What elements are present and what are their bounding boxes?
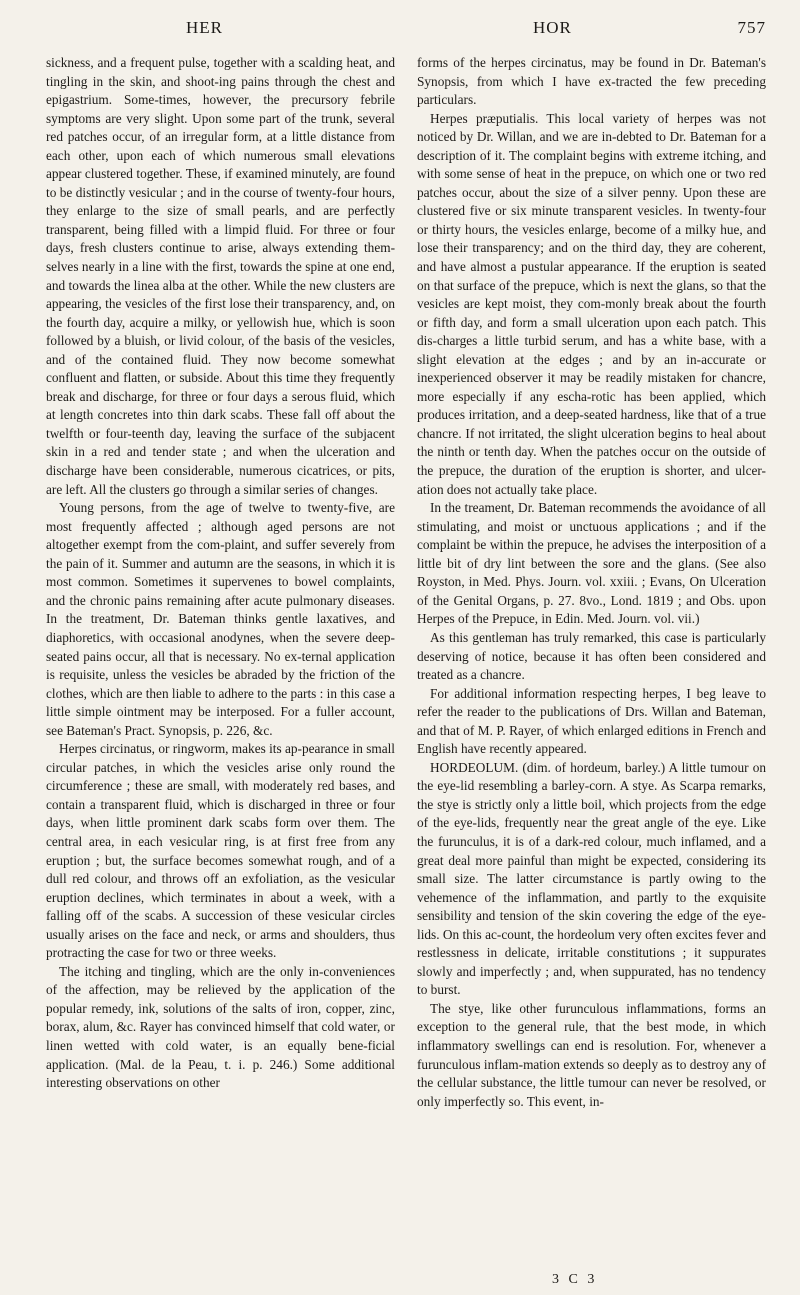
left-column: [46, 54, 395, 1093]
paragraph: The stye, like other furunculous inflammations, forms an exception to the general rule, that the best mode, in which inflammatory swellings can end is resolution. For, whenever a furunculous inflam-mation extends so deeply as to destroy any of the cellular substance, the little tumour can never be resolved, or only imperfectly so. This event, in-: [417, 1000, 766, 1109]
paragraph: HORDEOLUM. (dim. of hordeum, barley.) A little tumour on the eye-lid resembling a barley-corn. A stye. As Scarpa remarks, the stye is strictly only a little boil, which projects from the edge of the eye-lids, frequently near the great angle of the eye. Like the furunculus, it is of a dark-red colour, much inflamed, and a great deal more painful than might be expected, considering its small size. The latter circumstance is partly owing to the vehemence of the inflammation, and partly to the exquisite sensibility and tension of the skin covering the edge of the eye-lids. On this ac-count, the hordeolum very often excites fever and restlessness in delicate, irritable constitutions ; it suppurates slowly and imperfectly ; and, when suppurated, has no tendency to burst.: [417, 759, 766, 998]
header-right-word: HOR: [533, 18, 572, 37]
right-column: [417, 54, 766, 1111]
paragraph: The itching and tingling, which are the only in-conveniences of the affection, may be relieved by the application of the popular remedy, ink, solutions of the salts of iron, copper, zinc, borax, alum, &c. Rayer has convinced himself that cold water, or linen wetted with cold water, is an equally bene-ficial application. (Mal. de la Peau, t. i. p. 246.) Some additional interesting observations on other: [46, 963, 395, 1091]
header-left-word: HER: [186, 18, 223, 37]
paragraph: Herpes circinatus, or ringworm, makes its ap-pearance in small circular patches, in which the vesicles arise only round the circumference ; these are small, with moderately red bases, and contain a transparent fluid, which is discharged in three or four days, when little prominent dark scabs form over them. The central area, in each vesicular ring, is at first free from any eruption ; but, the surface becomes somewhat rough, and of a dull red colour, and throws off an exfoliation, as the vesicular eruption declines, which terminates in about a week, with a falling off of the scabs. A succession of these vesicular circles usually arises on the face and neck, or arms and shoulders, thus protracting the case for two or three weeks.: [46, 741, 395, 961]
signature-mark: 3 C 3: [552, 1272, 598, 1287]
paragraph: For additional information respecting herpes, I beg leave to refer the reader to the publications of Drs. Willan and Bateman, and that of M. P. Rayer, of which enlarged editions in French and English have recently appeared.: [417, 685, 766, 757]
running-header: [46, 18, 766, 44]
page-number: 757: [737, 18, 766, 37]
paragraph: Herpes præputialis. This local variety of herpes was not noticed by Dr. Willan, and we are in-debted to Dr. Bateman for a description of it. The complaint begins with extreme itching, and with some sense of heat in the prepuce, on which one or two red patches occur, about the size of a silver penny. Upon these are clustered five or six minute transparent vesicles. In twenty-four or thirty hours, the vesicles enlarge, become of a milky hue, and lose their transparency; and on the third day, they are coherent, and have almost a pustular appearance. If the eruption is seated on that surface of the prepuce, which is next the glans, so that the vesicles are kept moist, they com-monly break about the fourth or fifth day, and form a small ulceration upon each patch. This dis-charges a little turbid serum, and has a white base, with a slight elevation at the edges ; and by an in-accurate or inexperienced observer it may be readily mistaken for chancre, more especially if any escha-rotic has been applied, which produces irritation, and a deep-seated hardness, like that of a true chancre. If not irritated, the slight ulceration begins to heal about the ninth or tenth day. When the patches occur on the outside of the prepuce, the duration of the eruption is shorter, and ulcer-ation does not actually take place.: [417, 110, 766, 497]
paragraph: As this gentleman has truly remarked, this case is particularly deserving of notice, because it has often been considered and treated as a chancre.: [417, 629, 766, 683]
paragraph: In the treament, Dr. Bateman recommends the avoidance of all stimulating, and moist or unctuous applications ; and if the complaint be within the prepuce, he advises the interposition of a little bit of dry lint between the sore and the glans. (See also Royston, in Med. Phys. Journ. vol. xxiii. ; Evans, On Ulceration of the Genital Organs, p. 27. 8vo., Lond. 1819 ; and Obs. upon Herpes of the Prepuce, in Edin. Med. Journ. vol. vii.): [417, 500, 766, 627]
paragraph: Young persons, from the age of twelve to twenty-five, are most frequently affected ; although aged persons are not altogether exempt from the com-plaint, and suffer severely from the pain of it. Summer and autumn are the seasons, in which it is most common. Sometimes it supervenes to bowel complaints, and the chronic pains remaining after acute pulmonary diseases. In the treatment, Dr. Bateman thinks gentle laxatives, and diaphoretics, with occasional anodynes, when the severe deep-seated pains occur, all that is necessary. No ex-ternal application is requisite, unless the vesicles be abraded by the friction of the clothes, which are then liable to adhere to the parts : in this case a little simple ointment may be interposed. For a fuller account, see Bateman's Pract. Synopsis, p. 226, &c.: [46, 500, 395, 738]
paragraph: sickness, and a frequent pulse, together with a scalding heat, and tingling in the skin, and shoot-ing pains through the chest and epigastrium. Some-times, however, the precursory febrile symptoms are very slight. Upon some part of the trunk, several red patches occur, of an irregular form, at a little distance from each other, upon each of which numerous small elevations appear clustered together. These, if examined minutely, are found to be distinctly vesicular ; and in the course of twenty-four hours, they enlarge to the size of small pearls, and are perfectly transparent, being filled with a limpid fluid. For three or four days, fresh clusters continue to arise, always extending them-selves nearly in a line with the first, towards the spine at one end, and towards the linea alba at the other. While the new clusters are appearing, the vesicles of the first lose their transparency, and, on the fourth day, acquire a milky, or yellowish hue, which is soon followed by a bluish, or livid colour, of the basis of the vesicles, and of the contained fluid. They now become somewhat confluent and flatten, or subside. About this time they frequently break and discharge, for three or four days a serous fluid, which at length concretes into thin dark scabs. These fall off about the twelfth or four-teenth day, leaving the surface of the subjacent skin in a red and tender state ; and when the ulceration and discharge have been considerable, numerous cicatrices, or pits, are left. All the clusters go through a similar series of changes.: [46, 55, 395, 497]
paragraph: forms of the herpes circinatus, may be found in Dr. Bateman's Synopsis, from which I have ex-tracted the few preceding particulars.: [417, 55, 766, 108]
